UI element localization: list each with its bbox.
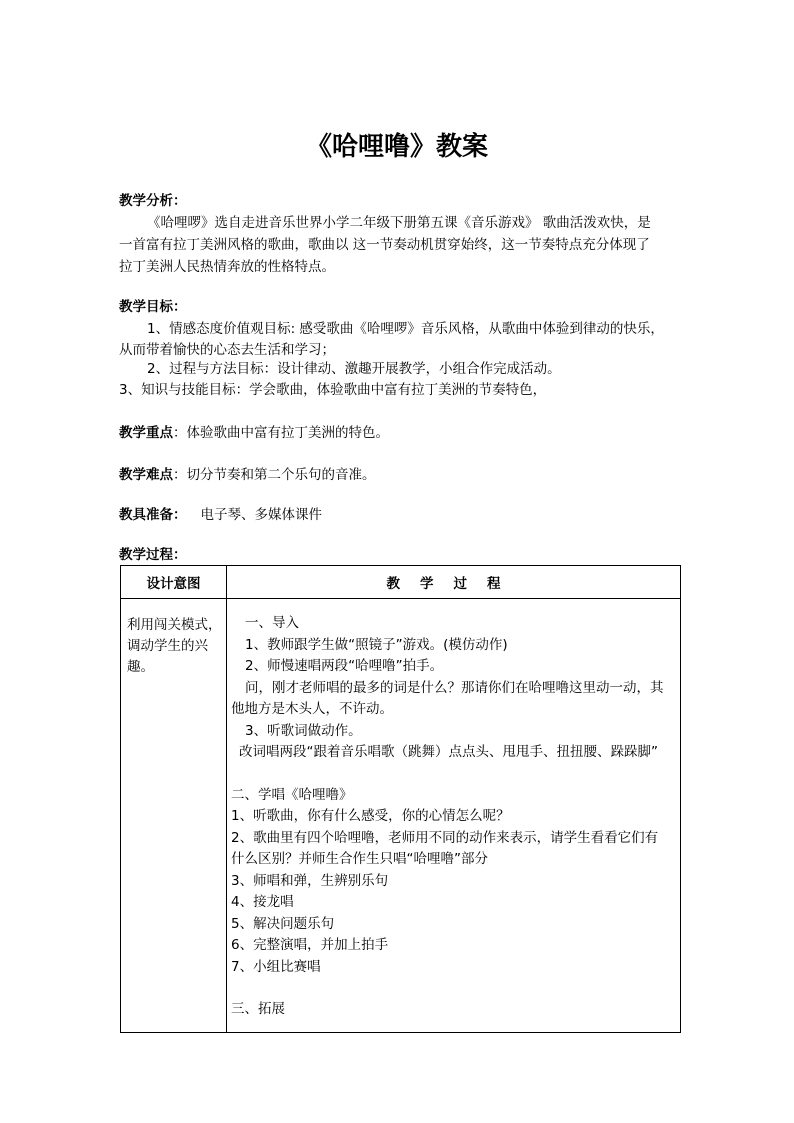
process-line: 问，刚才老师唱的最多的词是什么？那请你们在哈哩噜这里动一动，其 (245, 679, 664, 696)
key-point (119, 423, 689, 443)
tools (119, 505, 689, 525)
process-line: 1、教师跟学生做“照镜子”游戏。(模仿动作) (245, 636, 508, 653)
table-header-row (121, 566, 681, 599)
goals-heading: 教学目标： (119, 299, 187, 315)
intent-line: 调动学生的兴 (127, 638, 208, 654)
tools-text: 电子琴、多媒体课件 (200, 507, 322, 523)
process-line: 他地方是木头人，不许动。 (231, 701, 393, 717)
table-row (121, 599, 681, 1033)
intent-cell (121, 599, 227, 1033)
process-heading: 教学过程： (119, 547, 187, 563)
process-line: 4、接龙唱 (231, 894, 294, 910)
process-blank (231, 978, 678, 999)
intent-line: 利用闯关模式， (127, 617, 222, 633)
analysis-line: 《哈哩啰》选自走进音乐世界小学二年级下册第五课《音乐游戏》 歌曲活泼欢快，是 (147, 215, 651, 231)
process-line: 二、学唱《哈哩噜》 (231, 786, 353, 803)
process-line: 2、歌曲里有四个哈哩噜，老师用不同的动作来表示，请学生看看它们有 (231, 829, 659, 846)
process-blank (231, 764, 678, 785)
page-title: 《哈哩噜》教案 (305, 132, 488, 162)
analysis-line: 拉丁美洲人民热情奔放的性格特点。 (119, 259, 335, 275)
process-line: 3、听歌词做动作。 (245, 722, 362, 739)
intent-line: 趣。 (127, 659, 154, 675)
process-line: 什么区别？并师生合作生只唱“哈哩噜”部分 (231, 851, 488, 867)
process-line: 1、听歌曲，你有什么感受，你的心情怎么呢？ (231, 808, 510, 824)
header-intent: 设计意图 (121, 566, 227, 599)
goal-line: 1、情感态度价值观目标: 感受歌曲《哈哩啰》音乐风格，从歌曲中体验到律动的快乐， (147, 321, 664, 337)
goal-line: 2、过程与方法目标：设计律动、激趣开展教学，小组合作完成活动。 (147, 361, 561, 377)
difficulty (119, 465, 689, 485)
process-line: 三、拓展 (231, 1001, 285, 1017)
goal-line: 3、知识与技能目标：学会歌曲，体验歌曲中富有拉丁美洲的节奏特色， (119, 382, 547, 398)
process-line: 6、完整演唱，并加上拍手 (231, 937, 389, 953)
process-line: 一、导入 (245, 615, 299, 631)
difficulty-text: ：切分节奏和第二个乐句的音准。 (173, 467, 376, 483)
process-line: 改词唱两段“跟着音乐唱歌（跳舞）点点头、甩甩手、扭扭腰、跺跺脚” (239, 744, 658, 760)
analysis-line: 一首富有拉丁美洲风格的歌曲，歌曲以 这一节奏动机贯穿始终，这一节奏特点充分体现了 (119, 237, 650, 253)
key-point-label: 教学重点 (119, 425, 173, 441)
process-line: 7、小组比赛唱 (231, 958, 321, 975)
goal-line: 从而带着愉快的心态去生活和学习； (119, 342, 335, 358)
process-table (120, 565, 681, 1033)
tools-label: 教具准备： (119, 507, 187, 523)
process-line: 5、解决问题乐句 (231, 915, 335, 932)
analysis-heading: 教学分析： (119, 193, 187, 209)
process-line: 2、师慢速唱两段“哈哩噜”拍手。 (245, 658, 444, 674)
key-point-text: ：体验歌曲中富有拉丁美洲的特色。 (173, 425, 389, 441)
header-process: 教学过程 (227, 566, 681, 599)
process-cell (227, 599, 681, 1033)
difficulty-label: 教学难点 (119, 467, 173, 483)
process-line: 3、师唱和弹，生辨别乐句 (231, 872, 389, 889)
